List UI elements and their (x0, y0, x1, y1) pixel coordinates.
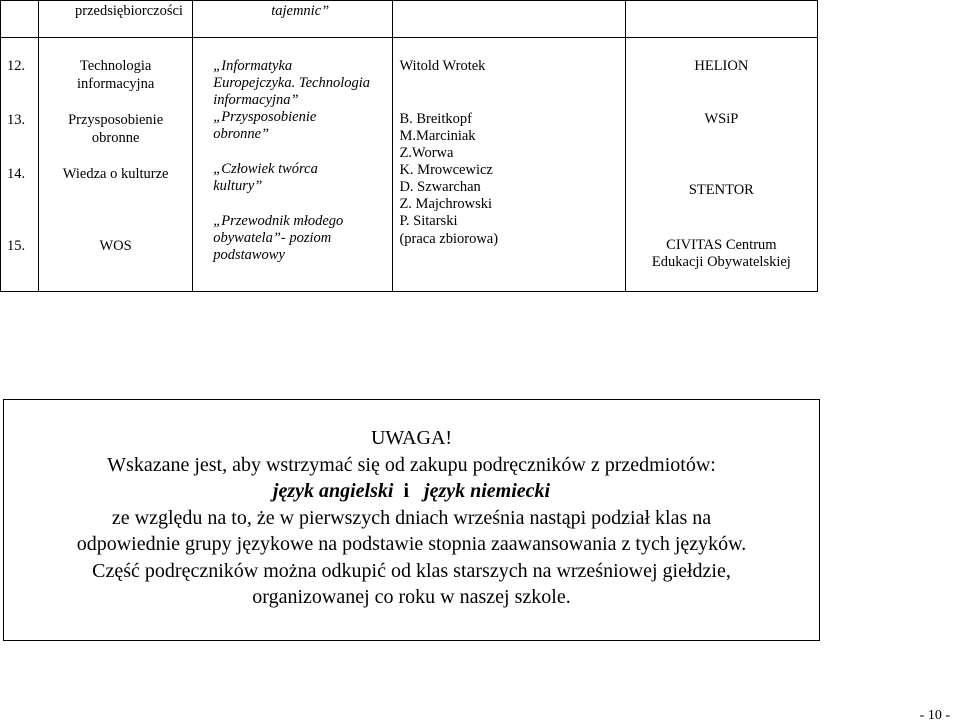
title-text: „Przysposobienie (213, 109, 317, 125)
notice-box (3, 399, 820, 641)
subject-text: Wiedza o kulturze (62, 166, 169, 182)
author-column (393, 38, 625, 292)
title-text: kultury” (213, 178, 263, 194)
author-text: Z. Majchrowski (399, 196, 493, 212)
author-text: D. Szwarchan (399, 179, 481, 195)
title-cell (193, 1, 393, 38)
author-text: M.Marciniak (399, 128, 476, 144)
table-row (1, 38, 818, 292)
title-text: informacyjna” (213, 92, 299, 108)
publisher-text: Edukacji Obywatelskiej (651, 254, 791, 270)
language-english: język angielski (272, 480, 394, 502)
author-text: Witold Wrotek (399, 58, 486, 74)
subject-text: WOS (99, 238, 132, 254)
title-text: „Informatyka (213, 58, 293, 74)
publisher-text: HELION (694, 58, 749, 74)
title-text: Europejczyka. Technologia (213, 75, 371, 91)
textbook-table (0, 0, 818, 292)
author-text: B. Breitkopf (399, 111, 472, 127)
subject-cell (39, 1, 193, 38)
title-text: obronne” (213, 126, 270, 142)
subject-text: obronne (91, 130, 140, 146)
page-number: - 10 - (919, 708, 950, 723)
subject-column (39, 38, 193, 292)
notice-line: Wskazane jest, aby wstrzymać się od zakupu podręczników z przedmiotów: (107, 453, 716, 476)
title-text: „Człowiek twórca (213, 161, 318, 177)
author-text: Z.Worwa (399, 145, 454, 161)
title-text: tajemnic” (271, 3, 330, 19)
notice-languages (4, 478, 819, 505)
title-text: obywatela”- poziom (213, 230, 332, 246)
publisher-text: WSiP (704, 111, 739, 127)
subject-text: Przysposobienie (68, 112, 164, 128)
subject-text: informacyjna (76, 76, 155, 92)
author-text: K. Mrowcewicz (399, 162, 493, 178)
notice-line: Część podręczników można odkupić od klas starszych na wrześniowej giełdzie, (92, 559, 731, 582)
notice-conjunction: i (403, 480, 410, 502)
language-german: język niemiecki (424, 480, 551, 502)
notice-line: ze względu na to, że w pierwszych dniach września nastąpi podział klas na (111, 506, 712, 529)
notice-line: organizowanej co roku w naszej szkole. (252, 586, 571, 608)
cell-empty (393, 1, 625, 38)
row-number: 12. (7, 58, 26, 74)
author-text: (praca zbiorowa) (399, 231, 499, 247)
title-text: „Przewodnik młodego (213, 213, 344, 229)
publisher-text: CIVITAS Centrum (666, 237, 777, 253)
cell-empty (625, 1, 817, 38)
row-number: 14. (7, 166, 26, 182)
row-number: 13. (7, 112, 26, 128)
subject-text: przedsiębiorczości (75, 3, 183, 19)
publisher-column (625, 38, 817, 292)
title-text: podstawowy (213, 247, 285, 263)
notice-heading: UWAGA! (370, 427, 453, 449)
cell-empty (1, 1, 39, 38)
author-text: P. Sitarski (399, 213, 458, 229)
publisher-text: STENTOR (688, 182, 754, 198)
subject-text: Technologia (79, 58, 152, 74)
title-column (193, 38, 393, 292)
row-number: 15. (7, 238, 26, 254)
table-row (1, 1, 818, 38)
number-column (1, 38, 39, 292)
notice-line: odpowiednie grupy językowe na podstawie stopnia zaawansowania z tych języków. (76, 533, 747, 555)
